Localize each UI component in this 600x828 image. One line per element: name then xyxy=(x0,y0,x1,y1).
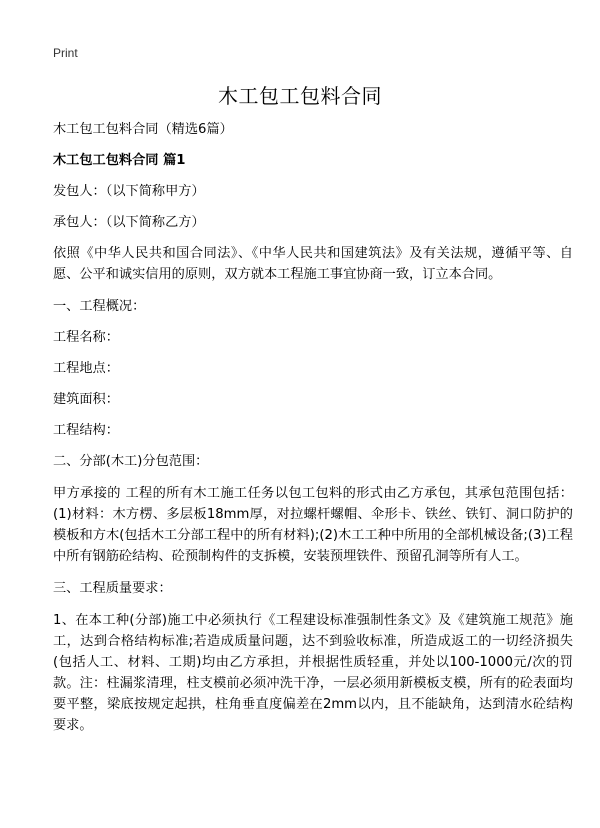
section-title: 木工包工包料合同 篇1 xyxy=(53,153,186,168)
party-b-line: 承包人：（以下简称乙方） xyxy=(53,215,205,230)
overview-heading: 一、工程概况： xyxy=(53,299,146,314)
building-area-field: 建筑面积： xyxy=(53,392,119,407)
party-a-line: 发包人：（以下简称甲方） xyxy=(53,184,205,199)
print-label: Print xyxy=(53,46,78,60)
project-name-field: 工程名称： xyxy=(53,330,119,345)
scope-heading: 二、分部(木工)分包范围： xyxy=(53,454,209,469)
quality-heading: 三、工程质量要求： xyxy=(53,581,172,596)
document-body xyxy=(53,119,573,736)
preamble-paragraph: 依照《中华人民共和国合同法》、《中华人民共和国建筑法》及有关法规，遵循平等、自愿、公平和诚实信用的原则，双方就本工程施工事宜协商一致，订立本合同。 xyxy=(53,246,573,282)
document-subtitle: 木工包工包料合同（精选6篇） xyxy=(53,122,233,137)
scope-paragraph: 甲方承接的 工程的所有木工施工任务以包工包料的形式由乙方承包，其承包范围包括：(1)材料：木方楞、多层板18mm厚，对拉螺杆螺帽、伞形卡、铁丝、铁钉、洞口防护的模板和方木(包括木工分部工程中的所有材料);(2)木工工种中所用的全部机械设备;(3)工程中所有钢筋砼结构、砼预制构件的支拆模，安装预埋铁件、预留孔洞等所有人工。 xyxy=(53,486,573,564)
project-structure-field: 工程结构： xyxy=(53,423,119,438)
project-location-field: 工程地点： xyxy=(53,361,119,376)
quality-paragraph: 1、在本工种(分部)施工中必须执行《工程建设标准强制性条文》及《建筑施工规范》施工，达到合格结构标准;若造成质量问题，达不到验收标准，所造成返工的一切经济损失(包括人工、材料、工期)均由乙方承担，并根据性质轻重，并处以100-1000元/次的罚款。注：柱漏浆清理，柱支模前必须冲洗干净，一层必须用新模板支模，所有的砼表面均要平整，梁底按规定起拱，柱角垂直度偏差在2mm以内，且不能缺角，达到清水砼结构要求。 xyxy=(53,613,573,733)
document-title: 木工包工包料合同 xyxy=(218,84,382,108)
